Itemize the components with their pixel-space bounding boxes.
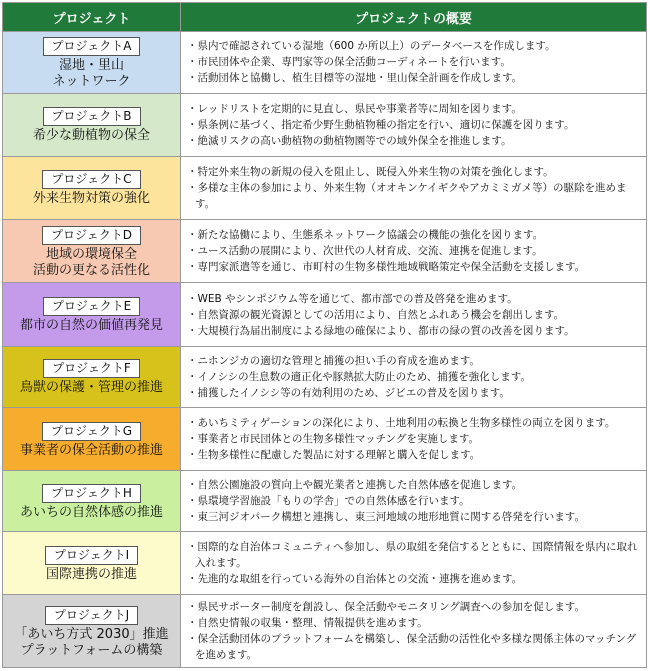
project-cell [3, 346, 181, 407]
project-tag: プロジェクトG [42, 422, 141, 441]
project-row [3, 220, 647, 283]
summary-item: ・ 新たな協働により、生態系ネットワーク協議会の機能の強化を図ります。 [187, 227, 640, 243]
project-row [3, 532, 647, 595]
project-cell [3, 93, 181, 156]
project-cell [3, 471, 181, 532]
header-project: プロジェクト [3, 3, 181, 32]
project-row [3, 32, 647, 94]
project-row [3, 595, 647, 668]
summary-item: ・ ユース活動の展開により、次世代の人材育成、交流、連携を促進します。 [187, 243, 640, 259]
project-cell [3, 156, 181, 220]
summary-item: ・ 先進的な取組を行っている海外の自治体との交流・連携を進めます。 [187, 571, 640, 587]
project-name: 湿地・里山 ネットワーク [52, 57, 131, 89]
summary-item: ・ 自然公園施設の質向上や観光業者と連携した自然体感を促進します。 [187, 477, 640, 493]
summary-item: ・ 市民団体や企業、専門家等の保全活動コーディネートを行います。 [187, 54, 640, 70]
project-name: 事業者の保全活動の推進 [19, 442, 163, 458]
summary-list [187, 477, 640, 525]
project-row [3, 93, 647, 156]
summary-item: ・ 県条例に基づく、指定希少野生動植物種の指定を行い、適切に保護を図ります。 [187, 117, 640, 133]
project-name: 地域の環境保全 活動の更なる活性化 [32, 246, 150, 278]
summary-item: ・ 県内で確認されている湿地（600 か所以上）のデータベースを作成します。 [187, 38, 640, 54]
project-cell [3, 283, 181, 347]
project-summary-cell [181, 595, 647, 668]
summary-item: ・ レッドリストを定期的に見直し、県民や事業者等に周知を図ります。 [187, 101, 640, 117]
project-summary-cell [181, 471, 647, 532]
project-name: 希少な動植物の保全 [32, 128, 150, 144]
project-tag: プロジェクトF [43, 359, 140, 378]
project-summary-cell [181, 32, 647, 94]
project-cell [3, 532, 181, 595]
summary-item: ・ 特定外来生物の新規の侵入を阻止し、既侵入外来生物の対策を強化します。 [187, 164, 640, 180]
project-row [3, 346, 647, 407]
project-summary-cell [181, 156, 647, 220]
project-summary-cell [181, 283, 647, 347]
summary-list [187, 227, 640, 275]
project-name: 国際連携の推進 [45, 566, 137, 582]
project-tag: プロジェクトD [42, 226, 141, 245]
summary-item: ・ 捕獲したイノシシ等の有効利用のため、ジビエの普及を図ります。 [187, 385, 640, 401]
project-tag: プロジェクトC [42, 170, 140, 189]
summary-list [187, 599, 640, 663]
summary-item: ・ イノシシの生息数の適正化や豚熱拡大防止のため、捕獲を強化します。 [187, 369, 640, 385]
project-tag: プロジェクトE [43, 297, 140, 316]
header-row [3, 3, 647, 32]
project-name: あいちの自然体感の推進 [19, 504, 163, 520]
project-row [3, 471, 647, 532]
project-cell [3, 595, 181, 668]
project-summary-cell [181, 532, 647, 595]
summary-list [187, 291, 640, 339]
header-summary: プロジェクトの概要 [181, 3, 647, 32]
summary-list [187, 539, 640, 587]
project-summary-cell [181, 93, 647, 156]
project-summary-cell [181, 346, 647, 407]
summary-list [187, 353, 640, 401]
project-name: 鳥獣の保護・管理の推進 [19, 380, 163, 396]
summary-list [187, 101, 640, 149]
summary-item: ・ 保全活動団体のプラットフォームを構築し、保全活動の活性化や多様な関係主体のマッチングを進めます。 [187, 631, 640, 663]
summary-item: ・ 大規模行為届出制度による緑地の確保により、都市の緑の質の改善を図ります。 [187, 323, 640, 339]
summary-item: ・ 絶滅リスクの高い動植物の動植物園等での域外保全を推進します。 [187, 133, 640, 149]
summary-item: ・ 国際的な自治体コミュニティへ参加し、県の取組を発信するとともに、国際情報を県内に取れ入れます。 [187, 539, 640, 571]
summary-item: ・ ニホンジカの適切な管理と捕獲の担い手の育成を進めます。 [187, 353, 640, 369]
project-row [3, 156, 647, 220]
summary-item: ・ 多様な主体の参加により、外来生物（オオキンケイギクやアカミミガメ等）の駆除を進めます。 [187, 180, 640, 212]
summary-item: ・ 県環境学習施設「もりの学舎」での自然体感を行います。 [187, 493, 640, 509]
summary-item: ・ 県民サポーター制度を創設し、保全活動やモニタリング調査への参加を促します。 [187, 599, 640, 615]
summary-list [187, 415, 640, 463]
project-rows [3, 32, 647, 668]
project-cell [3, 32, 181, 94]
summary-item: ・ 専門家派遣等を通じ、市町村の生物多様性地域戦略策定や保全活動を支援します。 [187, 259, 640, 275]
project-tag: プロジェクトB [43, 107, 141, 126]
project-summary-cell [181, 407, 647, 471]
project-summary-cell [181, 220, 647, 283]
project-name: 「あいち方式 2030」推進 プラットフォームの構築 [14, 626, 169, 658]
summary-item: ・ 自然史情報の収集・整理、情報提供を進めます。 [187, 615, 640, 631]
summary-item: ・ 生物多様性に配慮した製品に対する理解と購入を促します。 [187, 447, 640, 463]
summary-item: ・ 事業者と市民団体との生物多様性マッチングを実施します。 [187, 431, 640, 447]
summary-item: ・ WEB やシンポジウム等を通じて、都市部での普及啓発を進めます。 [187, 291, 640, 307]
summary-list [187, 38, 640, 86]
project-tag: プロジェクトH [42, 484, 141, 503]
project-name: 都市の自然の価値再発見 [19, 318, 163, 334]
summary-item: ・ あいちミティゲーションの深化により、土地利用の転換と生物多様性の両立を図ります。 [187, 415, 640, 431]
summary-list [187, 164, 640, 212]
project-tag: プロジェクトJ [45, 606, 138, 625]
project-tag: プロジェクトA [43, 37, 141, 56]
project-cell [3, 220, 181, 283]
project-cell [3, 407, 181, 471]
project-row [3, 407, 647, 471]
project-table [2, 2, 647, 668]
summary-item: ・ 東三河ジオパーク構想と連携し、東三河地域の地形地質に関する啓発を行います。 [187, 509, 640, 525]
project-tag: プロジェクトI [45, 546, 138, 565]
project-name: 外来生物対策の強化 [32, 191, 150, 207]
summary-item: ・ 自然資源の観光資源としての活用により、自然とふれあう機会を創出します。 [187, 307, 640, 323]
project-row [3, 283, 647, 347]
project-table-container [2, 2, 647, 668]
summary-item: ・ 活動団体と協働し、植生目標等の湿地・里山保全計画を作成します。 [187, 70, 640, 86]
